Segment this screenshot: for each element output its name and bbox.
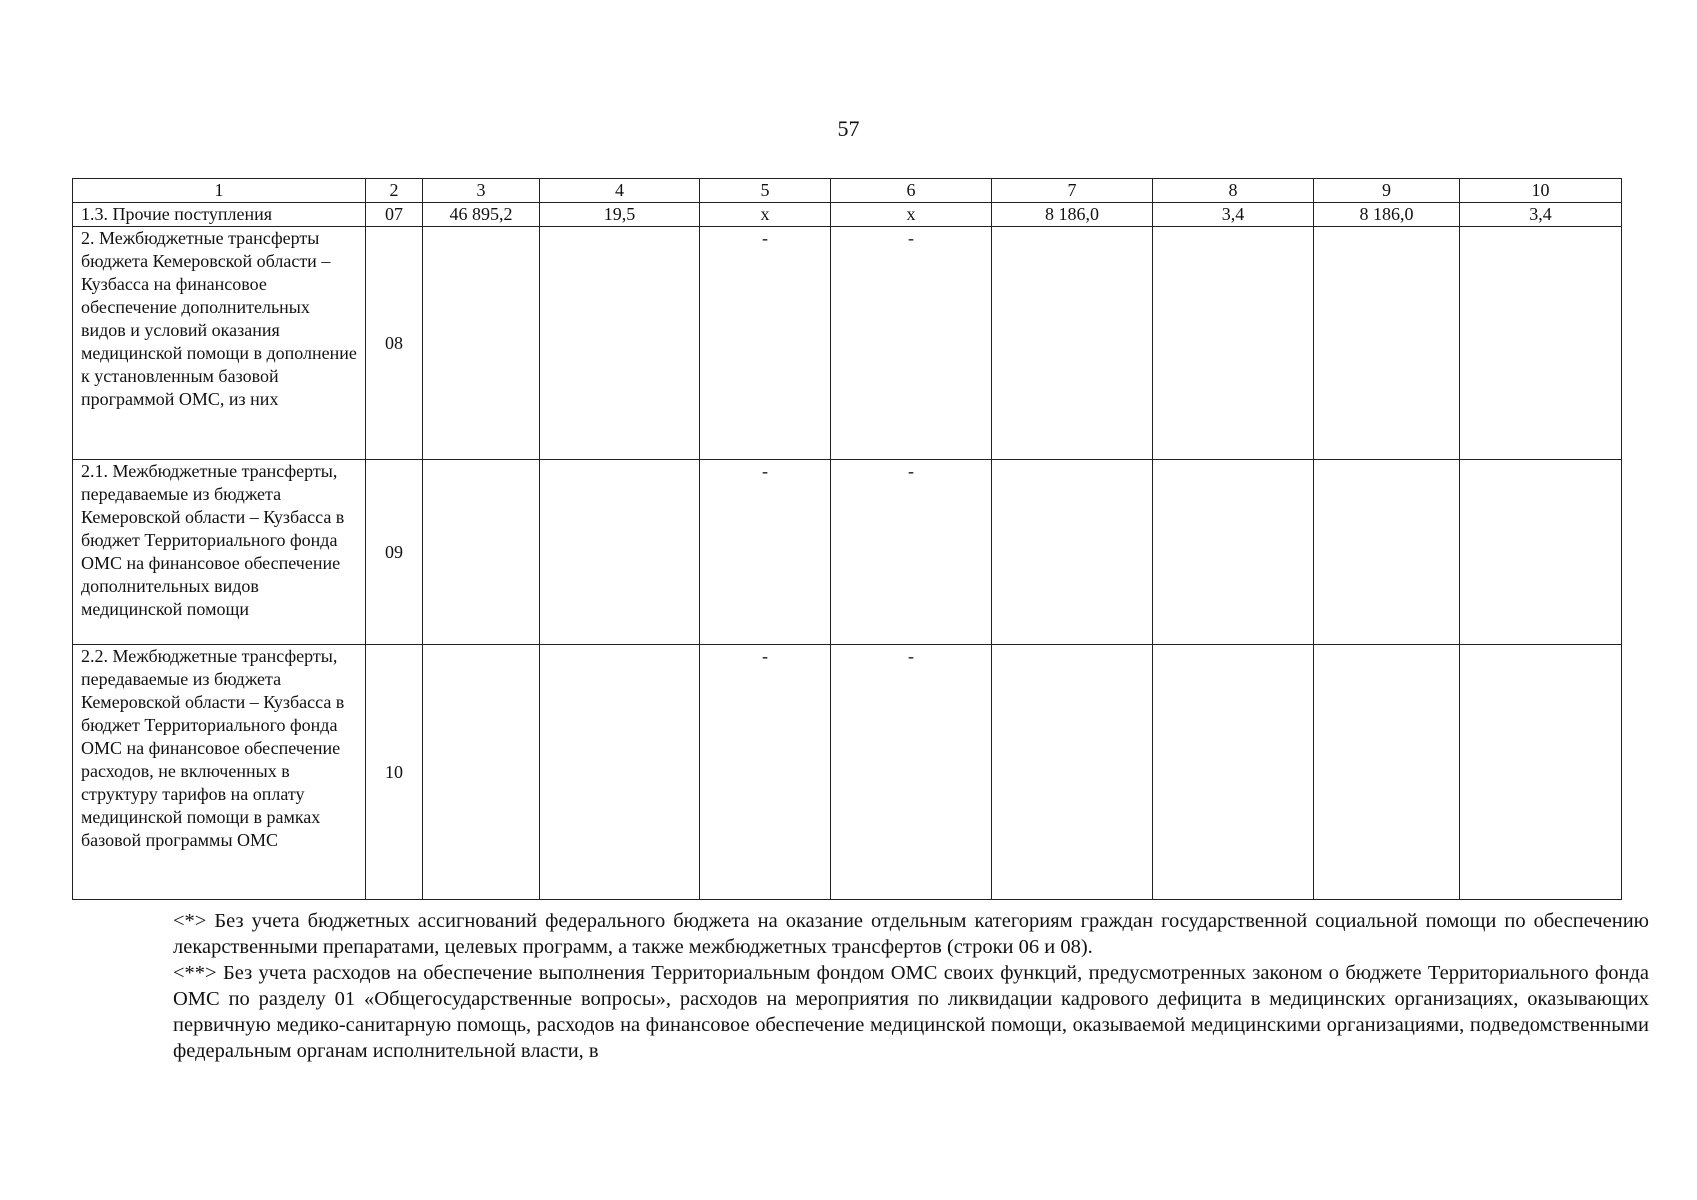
cell-col-5: - [700,645,831,900]
budget-table [72,178,1622,900]
cell-col-6: - [831,645,992,900]
row-code: 09 [366,460,423,645]
cell-col-9 [1314,227,1460,460]
row-code: 08 [366,227,423,460]
header-cell: 7 [992,179,1153,203]
page-number: 57 [837,116,860,141]
cell-col-8 [1153,645,1314,900]
header-cell: 3 [423,179,540,203]
cell-col-3: 46 895,2 [423,203,540,227]
cell-col-4 [540,645,700,900]
cell-col-3 [423,227,540,460]
cell-col-9 [1314,645,1460,900]
cell-col-9: 8 186,0 [1314,203,1460,227]
cell-col-10: 3,4 [1460,203,1622,227]
cell-col-10 [1460,645,1622,900]
cell-col-6: - [831,227,992,460]
header-cell: 6 [831,179,992,203]
cell-col-5: - [700,460,831,645]
cell-col-7 [992,645,1153,900]
table-row [73,227,1622,460]
cell-col-4 [540,227,700,460]
table-row [73,645,1622,900]
table-header-row [73,179,1622,203]
row-code: 10 [366,645,423,900]
row-code: 07 [366,203,423,227]
cell-col-5: - [700,227,831,460]
header-cell: 2 [366,179,423,203]
row-name: 2. Межбюджетные трансферты бюджета Кемеровской области – Кузбасса на финансовое обеспечение дополнительных видов и условий оказания медицинской помощи в дополнение к установленным базовой программой ОМС, из них [73,227,366,460]
row-name: 2.1. Межбюджетные трансферты, передаваемые из бюджета Кемеровской области – Кузбасса в бюджет Территориального фонда ОМС на финансовое обеспечение дополнительных видов медицинской помощи [73,460,366,645]
cell-col-9 [1314,460,1460,645]
footnote-1: <*> Без учета бюджетных ассигнований федерального бюджета на оказание отдельным категориям граждан государственной социальной помощи по обеспечению лекарственными препаратами, целевых программ, а также межбюджетных трансфертов (строки 06 и 08). [173,910,1649,958]
header-cell: 1 [73,179,366,203]
header-cell: 5 [700,179,831,203]
cell-col-8 [1153,227,1314,460]
cell-col-7 [992,227,1153,460]
footnotes [173,908,1649,1064]
cell-col-7 [992,460,1153,645]
cell-col-3 [423,645,540,900]
cell-col-4: 19,5 [540,203,700,227]
row-name: 2.2. Межбюджетные трансферты, передаваемые из бюджета Кемеровской области – Кузбасса в бюджет Территориального фонда ОМС на финансовое обеспечение расходов, не включенных в структуру тарифов на оплату медицинской помощи в рамках базовой программы ОМС [73,645,366,900]
header-cell: 9 [1314,179,1460,203]
cell-col-3 [423,460,540,645]
footnote-2: <**> Без учета расходов на обеспечение выполнения Территориальным фондом ОМС своих функций, предусмотренных законом о бюджете Территориального фонда ОМС по разделу 01 «Общегосударственные вопросы», расходов на мероприятия по ликвидации кадрового дефицита в медицинских организациях, оказывающих первичную медико-санитарную помощь, расходов на финансовое обеспечение медицинской помощи, оказываемой медицинскими организациями, подведомственными федеральным органам исполнительной власти, в [173,962,1649,1062]
table-row [73,203,1622,227]
cell-col-7: 8 186,0 [992,203,1153,227]
header-cell: 4 [540,179,700,203]
header-cell: 8 [1153,179,1314,203]
cell-col-8: 3,4 [1153,203,1314,227]
cell-col-10 [1460,460,1622,645]
cell-col-6: - [831,460,992,645]
cell-col-6: х [831,203,992,227]
cell-col-10 [1460,227,1622,460]
header-cell: 10 [1460,179,1622,203]
row-name: 1.3. Прочие поступления [73,203,366,227]
table-row [73,460,1622,645]
cell-col-4 [540,460,700,645]
cell-col-5: х [700,203,831,227]
cell-col-8 [1153,460,1314,645]
